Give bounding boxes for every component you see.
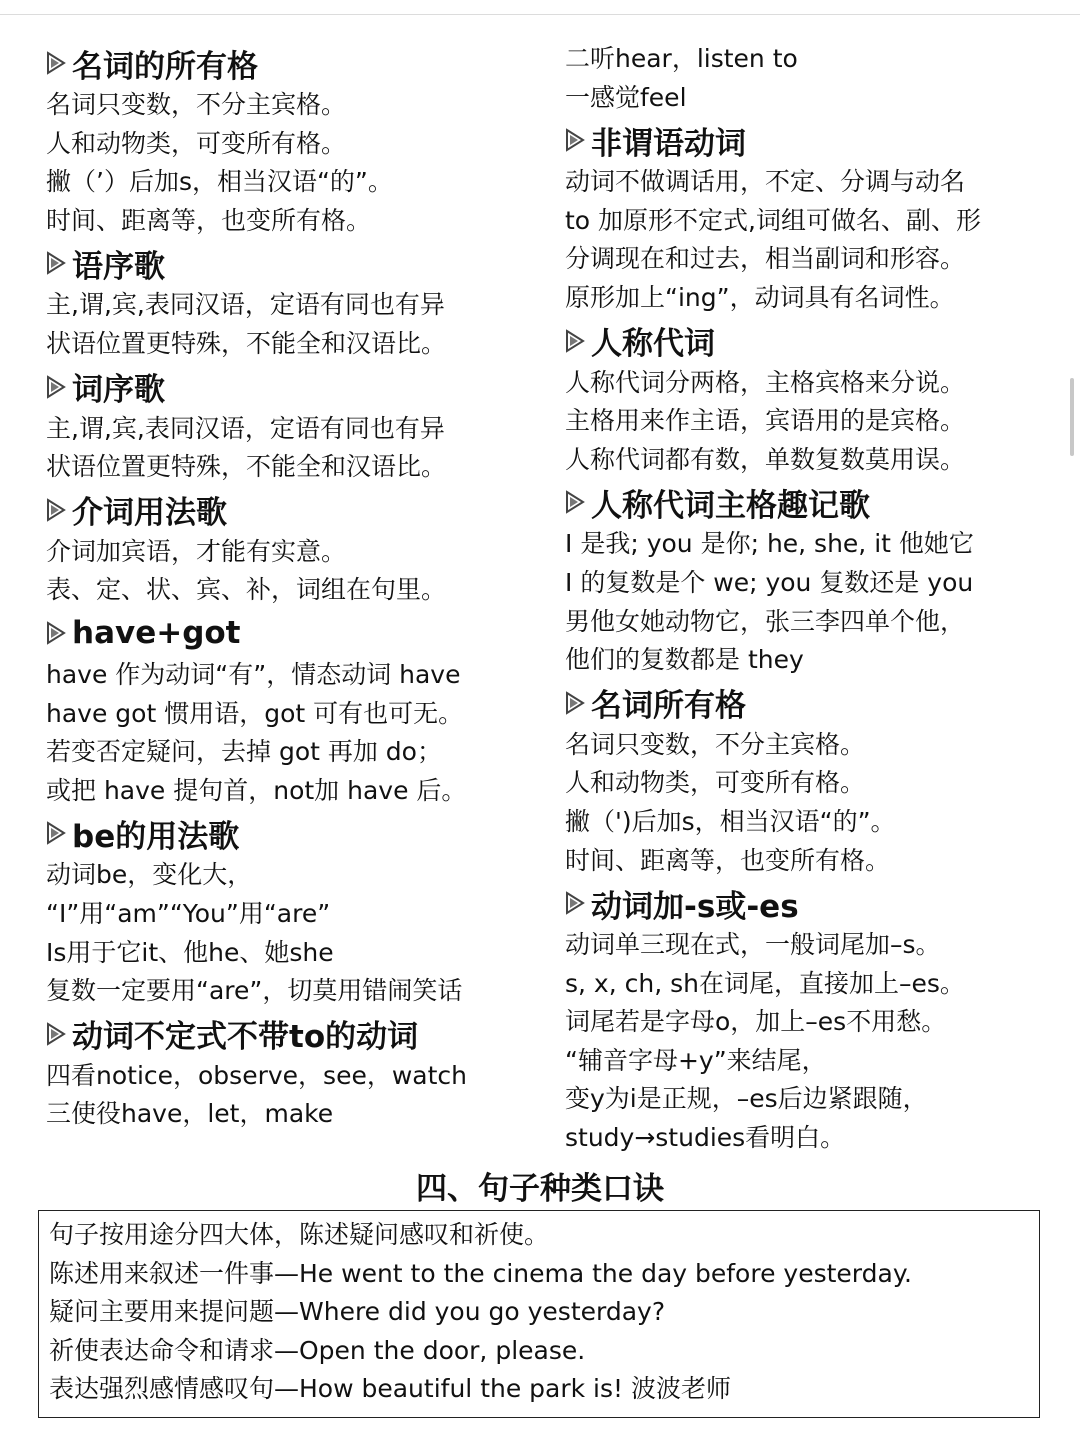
text-line: 主,谓,宾,表同汉语，定语有同也有异 [46, 413, 445, 443]
section-heading-text: 名词的所有格 [72, 48, 258, 85]
section [565, 479, 1065, 679]
section [565, 318, 1065, 480]
play-triangle-icon [46, 498, 66, 522]
play-triangle-icon [565, 490, 585, 514]
play-triangle-icon [46, 251, 66, 275]
text-line: 状语位置更特殊，不能全和汉语比。 [46, 452, 447, 482]
text-line: I 的复数是个 we; you 复数还是 you [565, 567, 974, 597]
text-line: 介词加宾语，才能有实意。 [46, 536, 347, 566]
section-heading-text: 人称代词主格趣记歌 [591, 487, 870, 524]
right-column [565, 40, 1065, 1158]
text-line: 主,谓,宾,表同汉语，定语有同也有异 [46, 290, 445, 320]
section-heading-text: 语序歌 [72, 248, 165, 285]
section-heading [46, 364, 546, 410]
section-heading-text: have+got [72, 614, 241, 651]
play-triangle-icon [565, 691, 585, 715]
text-line: 或把 have 提句首，not加 have 后。 [46, 775, 467, 805]
play-triangle-icon [565, 329, 585, 353]
section-heading [46, 1011, 546, 1057]
section-heading [46, 40, 546, 86]
top-divider [0, 14, 1080, 15]
section-heading [565, 880, 1065, 926]
text-line: s, x, ch, sh在词尾，直接加上–es。 [565, 968, 965, 998]
scrollbar[interactable] [1070, 378, 1074, 456]
text-line: 动词单三现在式，一般词尾加–s。 [565, 930, 941, 960]
text-line: 状语位置更特殊，不能全和汉语比。 [46, 328, 447, 358]
box-line: 疑问主要用来提问题—Where did you go yesterday? [49, 1297, 666, 1327]
box-line: 陈述用来叙述一件事—He went to the cinema the day before yesterday. [49, 1258, 913, 1288]
text-line: 若变否定疑问，去掉 got 再加 do； [46, 737, 442, 767]
text-line: 原形加上“ing”，动词具有名词性。 [565, 282, 955, 312]
play-triangle-icon [565, 891, 585, 915]
text-line: have got 惯用语，got 可有也可无。 [46, 698, 464, 728]
section-heading-text: 名词所有格 [591, 688, 746, 725]
section-heading-text: 介词用法歌 [72, 495, 227, 532]
section [46, 240, 546, 363]
play-triangle-icon [46, 51, 66, 75]
box-line: 表达强烈感情感叹句—How beautiful the park is! 波波老师 [49, 1374, 731, 1404]
text-line: 三使役have，let，make [46, 1099, 334, 1129]
text-line: 词尾若是字母o，加上–es不用愁。 [565, 1007, 947, 1037]
text-line: 动词不做调话用，不定、分调与动名 [565, 167, 966, 197]
section-heading [565, 680, 1065, 726]
section [565, 680, 1065, 880]
text-line: 表、定、状、宾、补，词组在句里。 [46, 575, 447, 605]
section-heading-text: 动词不定式不带to的动词 [72, 1019, 419, 1056]
box-line: 祈使表达命令和请求—Open the door, please. [49, 1335, 586, 1365]
text-line: 人和动物类，可变所有格。 [46, 128, 347, 158]
section-heading-text: 人称代词 [591, 326, 715, 363]
text-line: 他们的复数都是 they [565, 645, 804, 675]
text-line: 名词只变数，不分主宾格。 [46, 90, 347, 119]
text-line: have 作为动词“有”，情态动词 have [46, 659, 461, 689]
play-triangle-icon [565, 128, 585, 152]
section-heading [565, 117, 1065, 163]
section-heading [46, 240, 546, 286]
text-line: Is用于它it、他he、她she [46, 937, 334, 967]
section [46, 487, 546, 610]
text-line: 主格用来作主语，宾语用的是宾格。 [565, 406, 966, 436]
section [46, 610, 546, 810]
text-line: “辅音字母+y”来结尾， [565, 1045, 827, 1075]
section [565, 117, 1065, 317]
section [46, 40, 546, 240]
text-line: 二听hear，listen to [565, 44, 798, 73]
text-line: 一感觉feel [565, 82, 687, 112]
sentence-types-box [38, 1210, 1040, 1418]
section [46, 1011, 546, 1134]
text-line: 人和动物类，可变所有格。 [565, 768, 866, 798]
section [46, 364, 546, 487]
text-line: 动词be，变化大， [46, 860, 253, 890]
text-line: 时间、距离等，也变所有格。 [46, 205, 372, 235]
section-four-title: 四、句子种类口诀 [416, 1171, 664, 1207]
text-line: 撇（')后加s，相当汉语“的”。 [565, 806, 896, 836]
text-line: 时间、距离等，也变所有格。 [565, 845, 891, 875]
section-heading-text: 动词加-s或-es [591, 888, 799, 925]
section-heading-text: be的用法歌 [72, 818, 240, 855]
text-line: 人称代词分两格，主格宾格来分说。 [565, 367, 966, 397]
section-heading [46, 810, 546, 856]
section-heading [46, 610, 546, 656]
text-line: 分调现在和过去，相当副词和形容。 [565, 244, 966, 274]
text-line: I 是我; you 是你; he, she, it 他她它 [565, 529, 974, 559]
text-line: 撇（’）后加s，相当汉语“的”。 [46, 167, 393, 197]
section [565, 40, 1065, 117]
text-line: “I”用“am”“You”用“are” [46, 898, 331, 928]
section-heading [565, 479, 1065, 525]
left-column [46, 40, 546, 1134]
play-triangle-icon [46, 375, 66, 399]
section [46, 810, 546, 1010]
text-line: 变y为i是正规，–es后边紧跟随， [565, 1084, 928, 1114]
text-line: 四看notice，observe，see，watch [46, 1060, 467, 1090]
text-line: study→studies看明白。 [565, 1123, 846, 1153]
section-heading [565, 318, 1065, 364]
text-line: 男他女她动物它，张三李四单个他， [565, 606, 966, 636]
section-heading [46, 487, 546, 533]
text-line: 复数一定要用“are”，切莫用错闹笑话 [46, 976, 463, 1006]
box-line: 句子按用途分四大体，陈述疑问感叹和祈使。 [49, 1220, 550, 1249]
section [565, 880, 1065, 1158]
text-line: to 加原形不定式,词组可做名、副、形 [565, 205, 981, 235]
play-triangle-icon [46, 1022, 66, 1046]
text-line: 人称代词都有数，单数复数莫用误。 [565, 444, 966, 474]
section-heading-text: 非谓语动词 [591, 125, 746, 162]
section-heading-text: 词序歌 [72, 372, 165, 409]
play-triangle-icon [46, 821, 66, 845]
play-triangle-icon [46, 621, 66, 645]
text-line: 名词只变数，不分主宾格。 [565, 729, 866, 759]
